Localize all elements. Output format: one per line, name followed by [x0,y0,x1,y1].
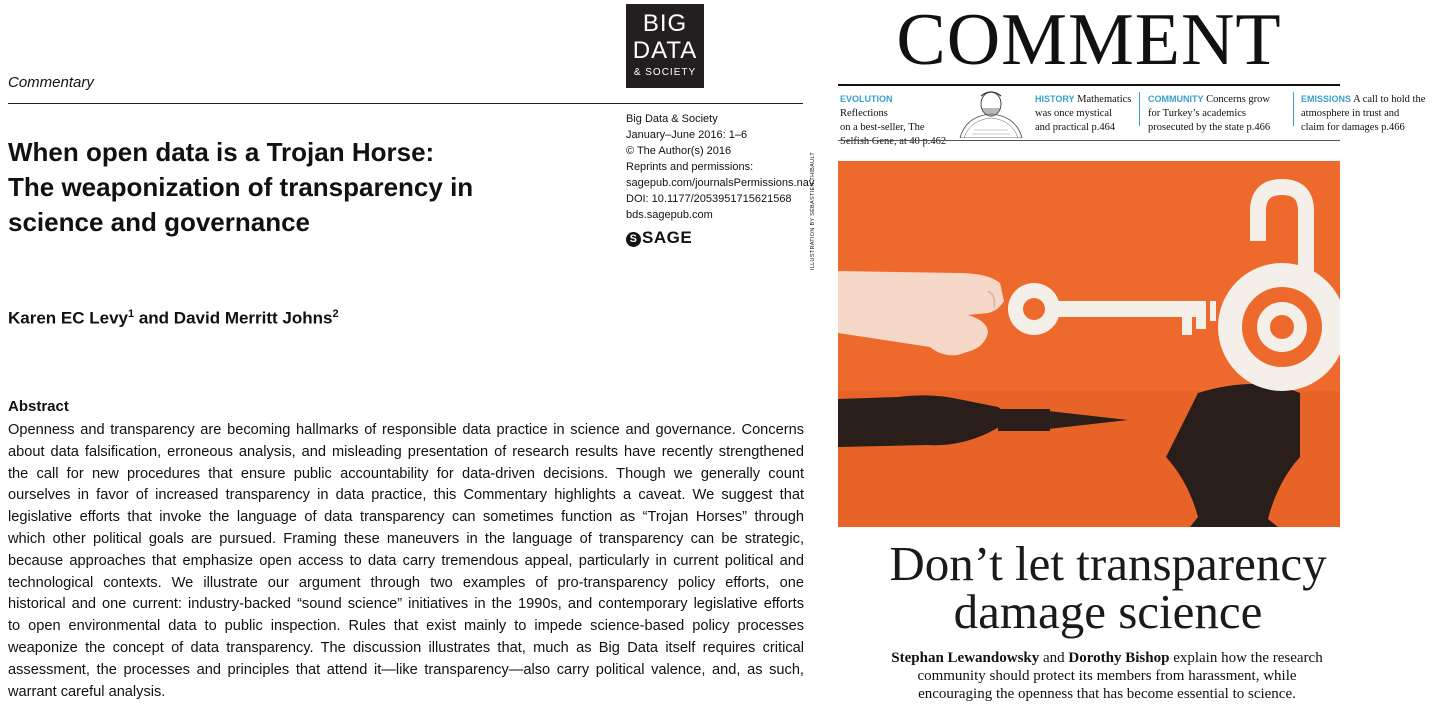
header-divider [8,103,803,104]
headline-line: Don’t let transparency [889,536,1327,591]
teaser-tag: HISTORY [1035,94,1075,104]
key-bit [1210,301,1216,321]
teaser-tag: COMMUNITY [1148,94,1204,104]
journal-info [626,111,814,223]
abstract-line: ourselves in favor of increased transparency in data practice, this Commentary highlights a caveat. We suggest that [8,487,804,504]
comment-page [810,0,1456,721]
key-bit [1182,301,1192,335]
teaser-text: and practical p.464 [1035,122,1116,133]
teaser-divider [1293,92,1294,126]
journal-name: Big Data & Society [626,113,718,125]
abstract-line: Openness and transparency are becoming hallmarks of responsible data practice in science and governance. Concerns [8,422,804,438]
abstract-line: technological contexts. We illustrate our argument through two examples of pro-transparency policy efforts, one [8,574,804,591]
abstract-line: which other political goals are pursued. Framing these maneuvers in the language of transparency can be strategic, [8,530,804,547]
journal-reprints: Reprints and permissions: [626,161,754,173]
illustration-credit [810,152,824,280]
key-padlock-illustration [838,161,1340,527]
author-name: Karen EC Levy [8,308,128,328]
abstract-line: weaponize the concept of data transparency. The discussion illustrates that, much as Big Data itself requires critical [8,639,804,656]
teaser-emissions[interactable] [1301,92,1431,135]
abstract-heading: Abstract [8,398,69,415]
masthead-divider [838,84,1340,86]
logo-line-2: DATA [632,37,698,64]
journal-logo [626,4,704,88]
abstract-body [8,420,804,703]
standfirst-text: and [1039,650,1069,666]
teaser-text: Selfish Gene, at 40 p.462 [840,136,947,147]
knife-handle-shadow [998,409,1050,431]
logo-line-1: BIG [642,10,688,37]
teaser-text: atmosphere in trust and [1301,108,1400,119]
publisher-logo-text: SAGE [642,228,693,247]
abstract-line: about data falsification, erroneous analysis, and misleading presentation of research results have recently strengthened [8,443,804,460]
abstract-line: the call for new procedures that ensure public accountability for data-driven decisions. Though we generally count [8,465,804,482]
abstract-line: warrant careful analysis. [8,683,166,700]
author-list [8,308,339,329]
title-line: The weaponization of transparency in [8,172,474,202]
comment-headline [838,536,1456,639]
comment-masthead: COMMENT [896,0,1282,81]
article-title [8,135,473,240]
abstract-line: historical and one current: industry-backed “sound science” initiatives in the 1990s, and contemporary legislative efforts [8,596,804,613]
teaser-text: claim for damages p.466 [1301,122,1405,133]
author-affiliation: 1 [128,308,135,320]
padlock-keyhole [1270,315,1294,339]
author-name: David Merritt Johns [173,308,333,328]
teaser-tag: EVOLUTION [840,94,893,104]
teaser-text: Mathematics [1077,94,1132,105]
headline-line: damage science [953,584,1263,639]
key-bit [1196,301,1206,329]
teaser-text: Reflections [840,108,888,119]
teaser-text: A call to hold the [1353,94,1426,105]
dawkins-portrait-engraving [954,86,1028,138]
teaser-history[interactable] [1035,92,1131,135]
teaser-text: Concerns grow [1206,94,1270,105]
journal-url[interactable]: bds.sagepub.com [626,209,713,221]
standfirst-author: Dorothy Bishop [1068,650,1170,666]
teaser-text: for Turkey’s academics [1148,108,1246,119]
abstract-line: legislative efforts that invoke the language of data transparency can sometimes function as “Trojan Horses” through [8,509,804,526]
journal-doi[interactable]: DOI: 10.1177/2053951715621568 [626,193,792,205]
teaser-text: prosecuted by the state p.466 [1148,122,1271,133]
key-bow-hole [1023,298,1045,320]
teaser-divider [1139,92,1140,126]
section-label: Commentary [8,74,94,91]
teaser-text: on a best-seller, The [840,122,925,133]
standfirst-text: encouraging the openness that has become essential to science. [918,686,1296,702]
standfirst-text: explain how the research [1169,650,1323,666]
journal-issue: January–June 2016: 1–6 [626,129,748,141]
abstract-line: because approaches that emphasize open access to data carry tremendous appeal, particularly in current political and [8,552,804,569]
author-joiner: and [134,308,174,328]
journal-copyright: © The Author(s) 2016 [626,145,732,157]
abstract-line: assessment, the processes and principles that attend it—like transparency—also carry political valence, and, as such, [8,661,804,678]
logo-line-3: & SOCIETY [633,67,697,78]
journal-permissions-link[interactable]: sagepub.com/journalsPermissions.nav [626,177,815,189]
teaser-bottom-divider [838,140,1340,141]
teaser-text: was once mystical [1035,108,1112,119]
publisher-logo [626,228,692,248]
sage-s-icon: S [626,232,641,247]
illustration-credit-text: ILLUSTRATION BY SÉBASTIEN THIBAULT [810,152,816,270]
standfirst-text: community should protect its members from harassment, while [917,668,1297,684]
author-affiliation: 2 [332,308,339,320]
teaser-tag: EMISSIONS [1301,94,1352,104]
title-line: When open data is a Trojan Horse: [8,137,435,167]
abstract-line: to open environmental data to public inspection. Rules that exist mainly to impede science-based policy processes [8,618,804,635]
standfirst-author: Stephan Lewandowsky [891,650,1040,666]
teaser-community[interactable] [1148,92,1278,135]
comment-standfirst [838,649,1456,703]
title-line: science and governance [8,207,311,237]
